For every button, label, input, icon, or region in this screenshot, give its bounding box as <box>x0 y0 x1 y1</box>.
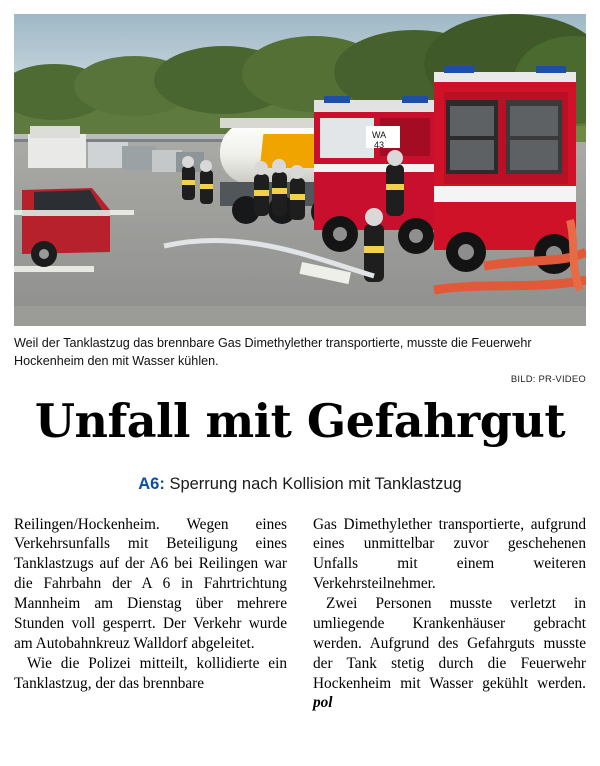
body-paragraph <box>313 594 586 713</box>
subhead-text: Sperrung nach Kollision mit Tanklastzug <box>169 474 462 493</box>
svg-text:43: 43 <box>374 140 385 150</box>
body-column-right <box>313 515 586 714</box>
body-paragraph: Gas Dimethylether transportierte, aufgrund eines unmittelbar zuvor geschehenen Unfalls mit einem weiteren Verkehrsteilnehmer. <box>313 515 586 593</box>
article-body <box>14 515 586 714</box>
svg-text:WA: WA <box>372 130 387 140</box>
article-subhead <box>14 475 586 494</box>
body-column-left <box>14 515 287 714</box>
subhead-kicker: A6: <box>138 474 165 493</box>
page-title: Unfall mit Gefahrgut <box>34 393 566 448</box>
photo-illustration <box>14 14 586 326</box>
body-paragraph: Wie die Polizei mitteilt, kollidierte ein Tanklastzug, der das brennbare <box>14 654 287 692</box>
photo-caption: Weil der Tanklastzug das brennbare Gas Dimethylether transportierte, musste die Feuerwehr Hockenheim den mit Wasser kühlen. <box>14 336 532 368</box>
article-photo <box>14 14 586 326</box>
photo-credit: BILD: PR-VIDEO <box>510 373 586 385</box>
body-paragraph: Reilingen/Hockenheim. Wegen eines Verkehrsunfalls mit Beteiligung eines Tanklastzugs auf der A6 bei Reilingen war die Fahrbahn der A 6 in Fahrtrichtung Mannheim am Dienstag über mehrere Stunden voll gesperrt. Der Verkehr wurde am Autobahnkreuz Walldorf abgeleitet. <box>14 515 287 652</box>
body-paragraph-text: Zwei Personen musste verletzt in umliegende Krankenhäuser gebracht werden. Aufgrund des Gefahrguts musste der Tank stetig durch die Feuerwehr Hockenheim mit Wasser gekühlt werden. <box>313 595 586 692</box>
article-signature: pol <box>313 694 333 712</box>
